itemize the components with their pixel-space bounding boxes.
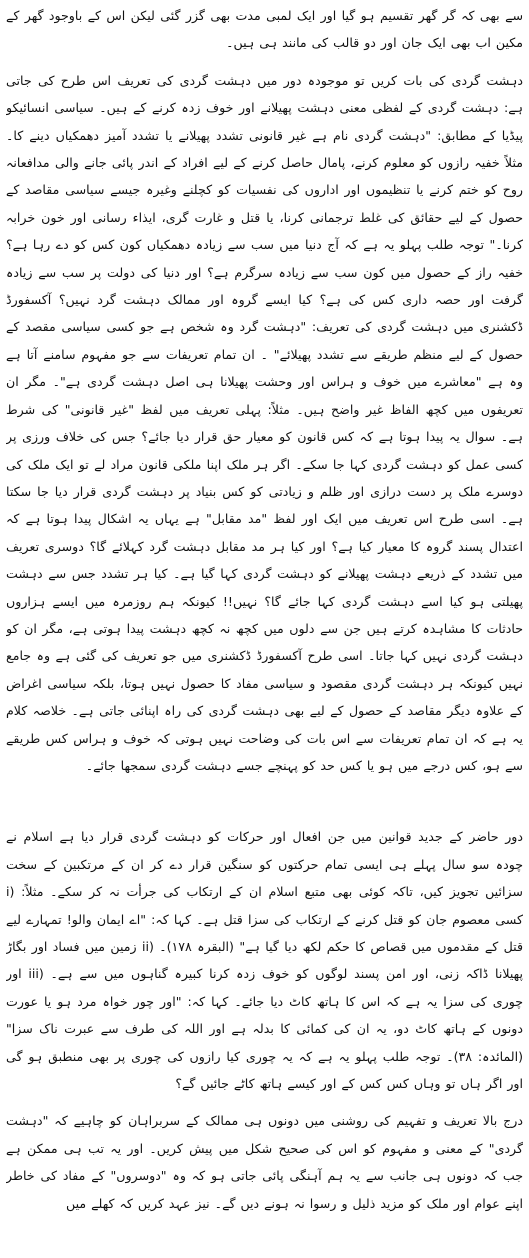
article-page xyxy=(6,2,523,1256)
paragraph-gap xyxy=(6,1097,523,1107)
paragraph-islamic-law: دور حاضر کے جدید قوانین میں جن افعال اور حرکات کو دہشت گردی قرار دیا ہے اسلام نے چودہ سو سال پہلے ہی ایسی تمام حرکتوں کو سنگین قرار دے کر ان کے مرتکبین کے سخت سزائیں تجویز کیں، تاکہ کوئی بھی متبع اسلام ان کے ارتکاب کی جرأت نہ کر سکے۔ مثلاً: (i کسی معصوم جان کو قتل کرنے کے ارتکاب کی سزا قتل ہے۔ کہا کہ: "اے ایمان والو! تمہارے لیے قتل کے مقدموں میں قصاص کا حکم لکھ دیا گیا ہے" (البقرہ ۱۷۸)۔ (ii زمین میں فساد اور بگاڑ پھیلانا ڈاکہ زنی، اور امن پسند لوگوں کو خوف زدہ کرنا کبیرہ گناہوں میں سے ہے۔ (iii اور چوری کی سزا یہ ہے کہ اس کا ہاتھ کاٹ دیا جائے۔ کہا کہ: "اور چور خواہ مرد ہو یا عورت دونوں کے ہاتھ کاٹ دو، یہ ان کی کمائی کا بدلہ ہے اور اللہ کی طرف سے عبرت ناک سزا" (المائدہ: ۳۸)۔ توجہ طلب پہلو یہ ہے کہ یہ چوری کیا رازوں کی چوری پر بھی منطبق ہو گی اور اگر ہاں تو وہاں کس کس کے اور کیسے ہاتھ کاٹے جائیں گے؟ xyxy=(6,829,523,1092)
paragraph-gap xyxy=(6,779,523,823)
paragraph-family-analogy: سے بھی کہ گر گھر تقسیم ہو گیا اور ایک لمبی مدت بھی گزر گئی لیکن اس کے باوجود گھر کے مکین اب بھی ایک جان اور دو قالب کی مانند ہی ہیں۔ xyxy=(6,8,523,51)
paragraph-terrorism-definitions: دہشت گردی کی بات کریں تو موجودہ دور میں دہشت گردی کی تعریف اس طرح کی جاتی ہے: دہشت گردی کے لفظی معنی دہشت پھیلانے اور خوف زدہ کرنے کے ہیں۔ سیاسی انسائیکو پیڈیا کے مطابق: "دہشت گردی نام ہے غیر قانونی تشدد پھیلانے یا تشدد آمیز دھمکیاں دینے کا۔ مثلاً خفیہ رازوں کو معلوم کرنے، پامال حاصل کرنے کے لیے افراد کے اندر پائی جانے والی مدافعانہ روح کو ختم کرنے یا تنظیموں اور اداروں کی نفسیات کو کچلنے وغیرہ جیسے سیاسی مقاصد کے حصول کے لیے حقائق کی غلط ترجمانی کرنا، یا قتل و غارت گری، ایذاء رسانی اور خون خرابہ کرنا۔" توجہ طلب پہلو یہ ہے کہ آج دنیا میں سب سے زیادہ دھمکیاں کون کس کو دے رہا ہے؟ خفیہ راز کے حصول میں کون سب سے زیادہ سرگرم ہے؟ اور دنیا کی دولت پر سب سے زیادہ گرفت اور حصہ داری کس کی ہے؟ کیا ایسے گروہ اور ممالک دہشت گرد نہیں؟ آکسفورڈ ڈکشنری میں دہشت گردی کی تعریف: "دہشت گرد وہ شخص ہے جو کسی سیاسی مقصد کے حصول کے لیے منظم طریقے سے تشدد پھیلائے" ۔ ان تمام تعریفات سے جو مفہوم سامنے آتا ہے وہ ہے "معاشرے میں خوف و ہراس اور وحشت پھیلانا ہی اصل دہشت گردی ہے"۔ مگر ان تعریفوں میں کچھ الفاظ غیر واضح ہیں۔ مثلاً: پہلی تعریف میں لفظ "غیر قانونی" کی شرط ہے۔ سوال یہ پیدا ہوتا ہے کہ کس قانون کو معیار حق قرار دیا جائے؟ جس کی خلاف ورزی پر کسی عمل کو دہشت گردی کہا جا سکے۔ اگر ہر ملک اپنا ملکی قانون مراد لے تو ایک ملک کی دوسرے ملک پر دست درازی اور ظلم و زیادتی کو کس بنیاد پر دہشت گردی قرار دیا جا سکتا ہے۔ اسی طرح اس تعریف میں ایک اور لفظ "مد مقابل" ہے یہاں یہ اشکال پیدا ہوتا ہے کہ اعتدال پسند گروہ کا معیار کیا ہے؟ اور کیا ہر مد مقابل دہشت گرد کہلائے گا؟ دوسری تعریف میں تشدد کے ذریعے دہشت پھیلانے کو دہشت گردی کہا گیا ہے۔ کیا ہر تشدد جس سے دہشت پھیلتی ہو کیا اسے دہشت گردی کہا جائے گا؟ نہیں!! کیونکہ ہم روزمرہ میں ایسے ہزاروں حادثات کا مشاہدہ کرتے ہیں جن سے دلوں میں کچھ نہ کچھ دہشت پیدا ہوتی ہے، مگر ان کو دہشت گردی نہیں کہا جاتا۔ اسی طرح آکسفورڈ ڈکشنری میں جو تعریف کی گئی ہے وہ جامع نہیں کیونکہ ہر دہشت گردی مقصود و سیاسی مفاد کا حصول نہیں ہوتا، بلکہ سیاسی اغراض کے علاوہ دیگر مقاصد کے حصول کے لیے بھی دہشت گردی کی راہ اپنائی جاتی ہے۔ خلاصہ کلام یہ ہے کہ ان تمام تعریفات سے اس بات کی وضاحت نہیں ہوتی کہ خوف و ہراس کس طریقے سے ہو، کس درجے میں ہو یا کس حد کو پہنچے جسے دہشت گردی سمجھا جائے۔ xyxy=(6,72,523,773)
paragraph-gap xyxy=(6,57,523,67)
paragraph-conclusion: درج بالا تعریف و تفہیم کی روشنی میں دونوں ہی ممالک کے سربراہان کو چاہیے کہ "دہشت گردی" کے معنی و مفہوم کو اس کی صحیح شکل میں پیش کریں۔ اور یہ تب ہی ممکن ہے جب کہ دونوں ہی جانب سے یہ ہم آہنگی پائی جاتی ہو کہ وہ "دوسروں" کے مفاد کی خاطر اپنے عوام اور ملک کو مزید ذلیل و رسوا نہ ہونے دیں گے۔ نیز عہد کریں کہ کھلے میں xyxy=(6,1113,523,1211)
